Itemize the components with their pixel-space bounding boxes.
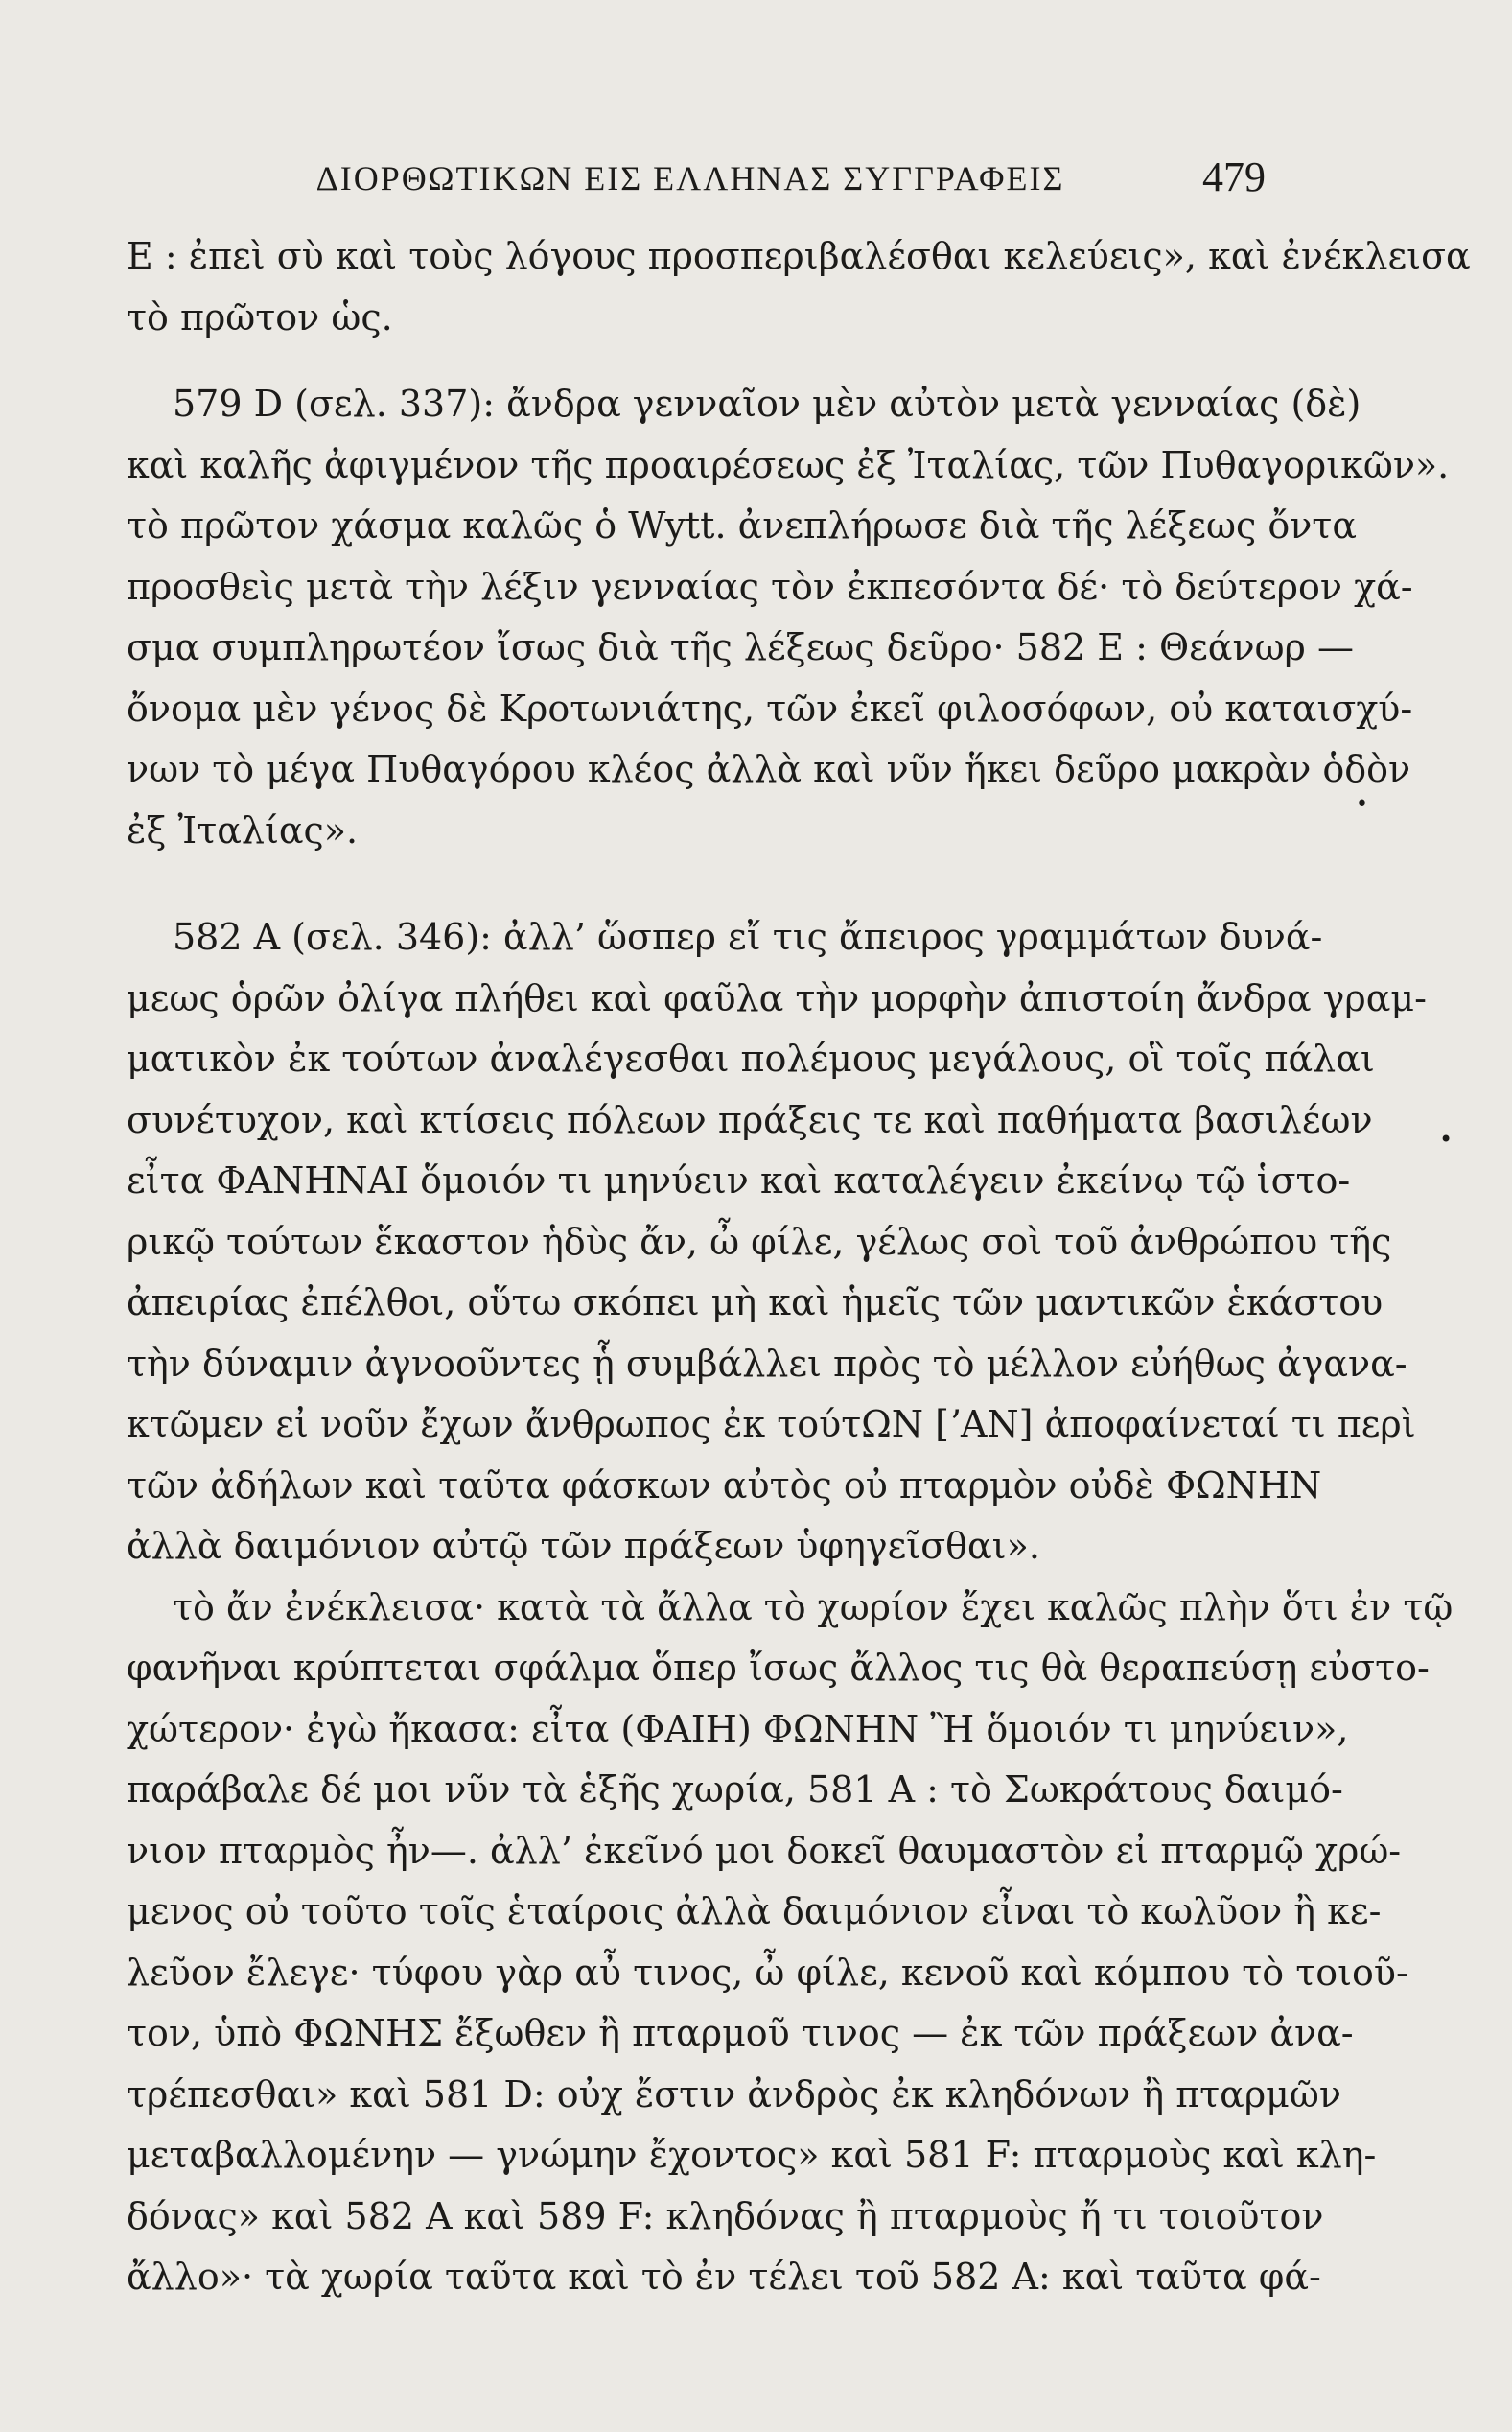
margin-speck: • xyxy=(1356,792,1368,816)
body-text xyxy=(127,226,1471,2308)
text-line: τῶν ἀδήλων καὶ ταῦτα φάσκων αὐτὸς οὐ πταρμὸν οὐδὲ ΦΩΝΗΝ xyxy=(127,1463,1322,1507)
page-number: 479 xyxy=(1202,153,1266,200)
text-line: μεως ὁρῶν ὀλίγα πλήθει καὶ φαῦλα τὴν μορφὴν ἀπιστοίη ἄνδρα γραμ- xyxy=(127,976,1427,1019)
text-line: τὸ ἄν ἐνέκλεισα· κατὰ τὰ ἄλλα τὸ χωρίον ἔχει καλῶς πλὴν ὅτι ἐν τῷ xyxy=(173,1585,1454,1628)
text-line: δόνας» καὶ 582 Α καὶ 589 F: κληδόνας ἢ πταρμοὺς ἤ τι τοιοῦτον xyxy=(127,2194,1324,2237)
text-line: τρέπεσθαι» καὶ 581 D: οὐχ ἔστιν ἀνδρὸς ἐκ κληδόνων ἢ πταρμῶν xyxy=(127,2072,1341,2116)
text-line: ἀλλὰ δαιμόνιον αὐτῷ τῶν πράξεων ὑφηγεῖσθαι». xyxy=(127,1525,1040,1567)
text-line: κτῶμεν εἰ νοῦν ἔχων ἄνθρωπος ἐκ τούτΩΝ [ʼΑΝ] ἀποφαίνεταί τι περὶ xyxy=(127,1403,1416,1445)
text-line: εἶτα ΦΑΝΗΝΑΙ ὅμοιόν τι μηνύειν καὶ καταλέγειν ἐκείνῳ τῷ ἱστο- xyxy=(127,1159,1351,1202)
text-line: μεταβαλλομένην — γνώμην ἔχοντος» καὶ 581 F: πταρμοὺς καὶ κλη- xyxy=(127,2134,1377,2176)
text-line: παράβαλε δέ μοι νῦν τὰ ἑξῆς χωρία, 581 Α : τὸ Σωκράτους δαιμό- xyxy=(127,1768,1343,1811)
text-line: ἐξ Ἰταλίας». xyxy=(127,808,359,852)
text-line: τον, ὑπὸ ΦΩΝΗΣ ἔξωθεν ἢ πταρμοῦ τινος — ἐκ τῶν πράξεων ἀνα- xyxy=(127,2012,1354,2054)
text-line: συνέτυχον, καὶ κτίσεις πόλεων πράξεις τε καὶ παθήματα βασιλέων xyxy=(127,1098,1373,1141)
margin-speck: • xyxy=(1439,1126,1454,1153)
text-line: 582 Α (σελ. 346): ἀλλ’ ὥσπερ εἴ τις ἄπειρος γραμμάτων δυνά- xyxy=(173,916,1323,958)
paragraph-1 xyxy=(127,226,1471,348)
text-line: ἄλλο»· τὰ χωρία ταῦτα καὶ τὸ ἐν τέλει τοῦ 582 Α: καὶ ταῦτα φά- xyxy=(127,2256,1321,2298)
text-line: φανῆναι κρύπτεται σφάλμα ὅπερ ἴσως ἄλλος τις θὰ θεραπεύσῃ εὐστο- xyxy=(127,1647,1430,1689)
text-line: νων τὸ μέγα Πυθαγόρου κλέος ἀλλὰ καὶ νῦν ἥκει δεῦρο μακρὰν ὁδὸν xyxy=(127,748,1411,790)
text-line: μενος οὐ τοῦτο τοῖς ἑταίροις ἀλλὰ δαιμόνιον εἶναι τὸ κωλῦον ἢ κε- xyxy=(127,1890,1382,1932)
text-line: λεῦον ἔλεγε· τύφου γὰρ αὖ τινος, ὦ φίλε, κενοῦ καὶ κόμπου τὸ τοιοῦ- xyxy=(127,1951,1408,1994)
text-line: χώτερον· ἐγὼ ἤκασα: εἶτα (ΦΑΙΗ) ΦΩΝΗΝ Ἢ ὅμοιόν τι μηνύειν», xyxy=(127,1707,1349,1750)
text-line: σμα συμπληρωτέον ἴσως διὰ τῆς λέξεως δεῦρο· 582 Ε : Θεάνωρ — xyxy=(127,626,1354,668)
text-line: τὸ πρῶτον ὡς. xyxy=(127,295,393,339)
text-line: τὴν δύναμιν ἀγνοοῦντες ᾗ συμβάλλει πρὸς τὸ μέλλον εὐήθως ἀγανα- xyxy=(127,1342,1407,1385)
text-line: τὸ πρῶτον χάσμα καλῶς ὁ Wytt. ἀνεπλήρωσε διὰ τῆς λέξεως ὄντα xyxy=(127,504,1357,547)
text-line: ρικῷ τούτων ἕκαστον ἡδὺς ἄν, ὦ φίλε, γέλως σοὶ τοῦ ἀνθρώπου τῆς xyxy=(127,1220,1392,1263)
text-line: ὄνομα μὲν γένος δὲ Κροτωνιάτης, τῶν ἐκεῖ φιλοσόφων, οὐ καταισχύ- xyxy=(127,687,1413,730)
text-line: ματικὸν ἐκ τούτων ἀναλέγεσθαι πολέμους μεγάλους, οἳ τοῖς πάλαι xyxy=(127,1038,1375,1080)
text-line: προσθεὶς μετὰ τὴν λέξιν γενναίας τὸν ἐκπεσόντα δέ· τὸ δεύτερον χά- xyxy=(127,565,1413,608)
text-line: 579 D (σελ. 337): ἄνδρα γενναῖον μὲν αὐτὸν μετὰ γενναίας (δὲ) xyxy=(173,383,1361,425)
running-head: ΔΙΟΡΘΩΤΙΚΩΝ ΕΙΣ ΕΛΛΗΝΑΣ ΣΥΓΓΡΑΦΕΙΣ xyxy=(315,159,1065,198)
text-line: καὶ καλῆς ἀφιγμένον τῆς προαιρέσεως ἐξ Ἰταλίας, τῶν Πυθαγορικῶν». xyxy=(127,443,1450,486)
page-header xyxy=(125,153,1266,216)
text-line: νιον πταρμὸς ἦν—. ἀλλ’ ἐκεῖνό μοι δοκεῖ θαυμαστὸν εἰ πταρμῷ χρώ- xyxy=(127,1829,1402,1872)
text-line: Ε : ἐπεὶ σὺ καὶ τοὺς λόγους προσπεριβαλέσθαι κελεύεις», καὶ ἐνέκλεισα xyxy=(127,235,1471,277)
paragraph-3 xyxy=(127,907,1454,2308)
text-line: ἀπειρίας ἐπέλθοι, οὕτω σκόπει μὴ καὶ ἡμεῖς τῶν μαντικῶν ἑκάστου xyxy=(127,1281,1384,1323)
paragraph-2 xyxy=(127,374,1450,861)
